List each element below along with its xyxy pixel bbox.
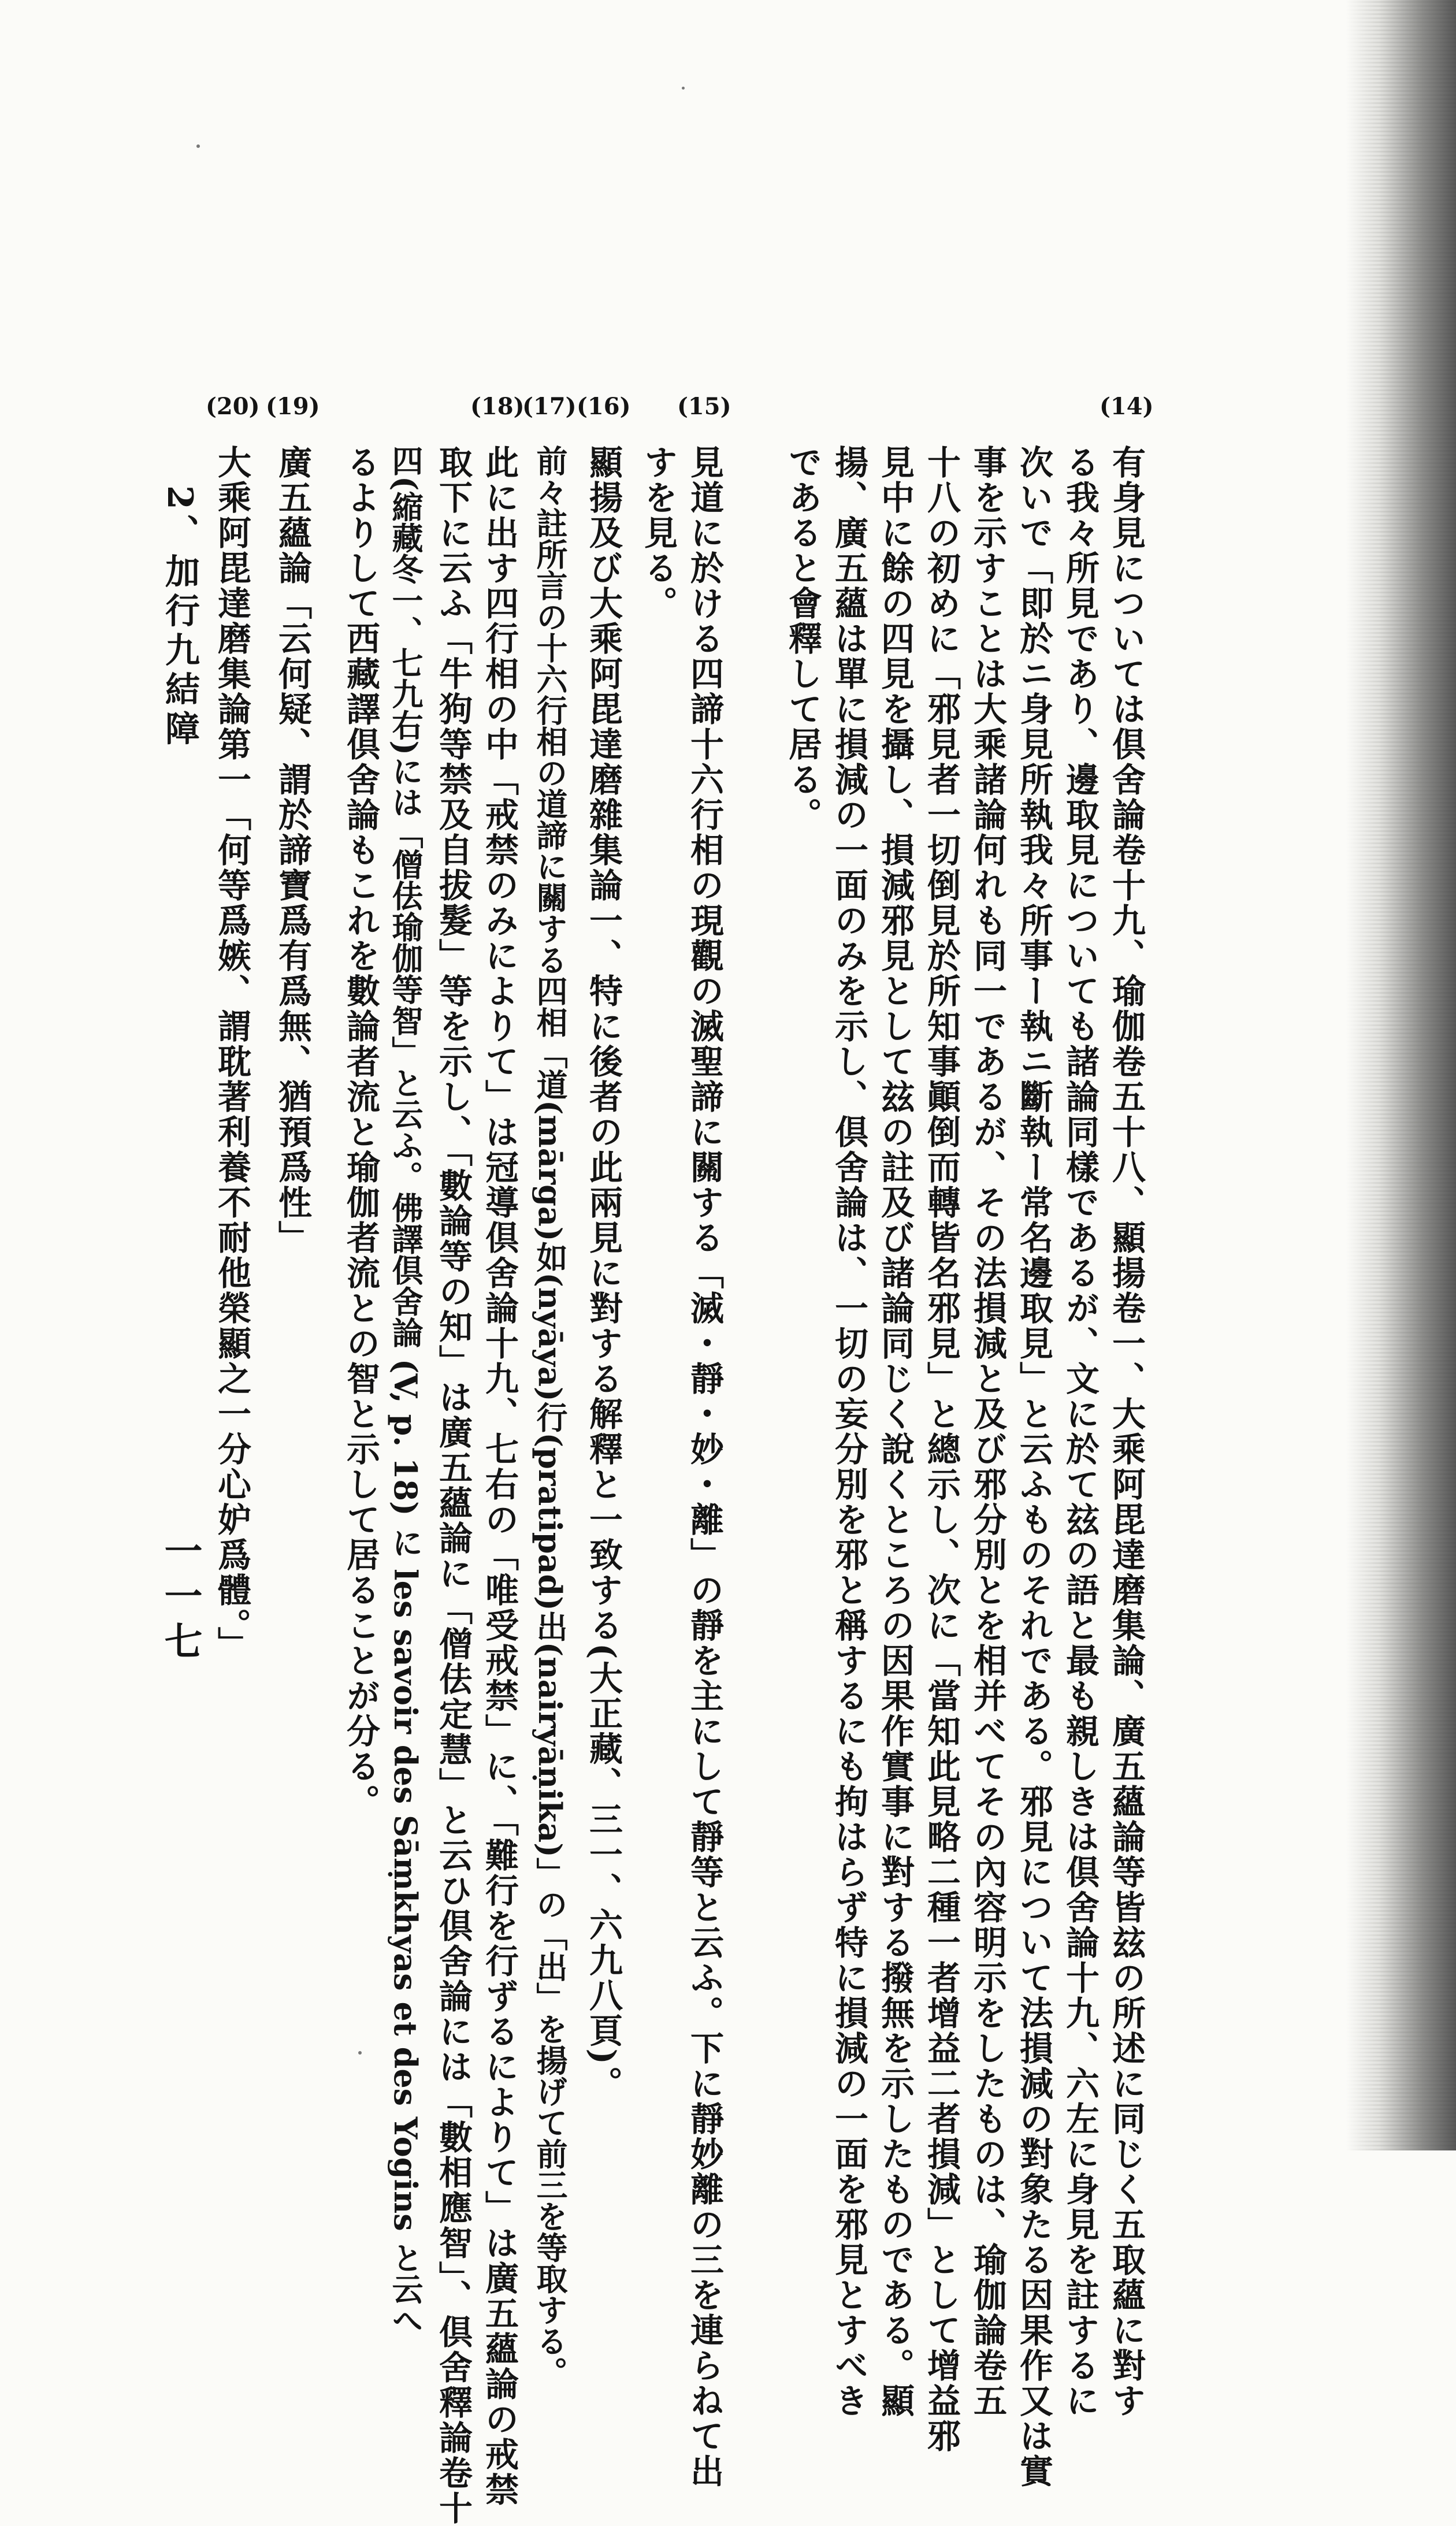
scan-speck xyxy=(358,2051,362,2055)
text-column: る我々所見であり、邊取見についても諸論同樣であるが、文に於て玆の語と最も親しきは倶舍論十九、六左に身見を註するに xyxy=(1060,445,1100,2419)
text-column: るよりして西藏譯倶舍論もこれを數論者流と瑜伽者流との智と示して居ることが分る。 xyxy=(341,445,380,1819)
text-column: 有身見については倶舍論卷十九、瑜伽卷五十八、顯揚卷一、大乘阿毘達磨集論、廣五蘊論等皆玆の所述に同じく五取蘊に對す xyxy=(1106,445,1146,2419)
scan-edge xyxy=(1346,0,1456,2150)
note-marker-17: (17) xyxy=(522,393,577,420)
text-column: 四(縮藏冬一、七九右)には「僧佉瑜伽等智」と云ふ。佛譯倶舍論 (V, p. 18) に les savoir des Sāṃkhyas et des Yogins と云へ xyxy=(387,445,424,2336)
text-column: 取下に云ふ「牛狗等禁及自拔髮」等を示し、「數論等の知」は廣五蘊論に「僧佉定慧」と云ひ倶舍論には「數相應智」、倶舍釋論卷十 xyxy=(433,445,473,2526)
text-column: 此に出す四行相の中「戒禁のみによりて」は冠導倶舍論十九、七右の「唯受戒禁」に、「難行を行ずるによりて」は廣五蘊論の戒禁 xyxy=(480,445,519,2508)
text-column: 見道に於ける四諦十六行相の現觀の滅聖諦に關する「滅・靜・妙・離」の靜を主にして靜等と云ふ。下に靜妙離の三を連らねて出 xyxy=(685,445,724,2489)
section-heading: 2、加行九結障 xyxy=(159,485,200,750)
text-column: 次いで「即於ニ身見所執我々所事ー執ニ斷執ー常名邊取見」と云ふものそれである。邪見について法損減の對象たる因果作又は實 xyxy=(1014,445,1053,2489)
note-marker-19: (19) xyxy=(266,393,320,420)
note-marker-20: (20) xyxy=(206,393,260,420)
scan-speck xyxy=(682,87,685,90)
text-column: 見中に餘の四見を攝し、損減邪見として玆の註及び諸論同じく說くところの因果作實事に對する撥無を示したものである。顯 xyxy=(875,445,915,2419)
text-column: 事を示すことは大乘諸論何れも同一であるが、その法損減と及び邪分別とを相并べてその內容明示をしたものは、瑜伽論卷五 xyxy=(968,445,1007,2419)
text-column: 揚、廣五蘊は單に損減の一面のみを示し、倶舍論は、一切の妄分別を邪と稱するにも拘はらず特に損減の一面を邪見とすべき xyxy=(829,445,868,2419)
text-column: 十八の初めに「邪見者一切倒見於所知事顚倒而轉皆名邪見」と總示し、次に「當知此見略二種一者增益二者損減」として增益邪 xyxy=(922,445,961,2454)
text-column: であると會釋して居る。 xyxy=(783,445,822,833)
text-column: すを見る。 xyxy=(638,445,678,621)
note-marker-14: (14) xyxy=(1100,393,1154,420)
text-column: 大乘阿毘達磨集論第一「何等爲嫉、謂耽著利養不耐他榮顯之一分心妒爲體。」 xyxy=(212,445,251,1662)
note-marker-16: (16) xyxy=(577,393,631,420)
scan-speck xyxy=(196,144,200,148)
text-column: 顯揚及び大乘阿毘達磨雜集論一、特に後者の此兩見に對する解釋と一致する(大正藏、三一、六九八頁)。 xyxy=(584,445,623,2101)
note-marker-18: (18) xyxy=(470,393,525,420)
text-column: 廣五蘊論「云何疑、謂於諦寶爲有爲無、猶預爲性」 xyxy=(273,445,312,1255)
text-column: 前々註所言の十六行相の道諦に關する四相「道(mārga)如(nyāya)行(pratipad)出(nairyāṇika)」の「出」を揚げて前三を等取する。 xyxy=(532,445,569,2388)
note-marker-15: (15) xyxy=(677,393,731,420)
page-number: 一一七 xyxy=(158,1531,203,1666)
